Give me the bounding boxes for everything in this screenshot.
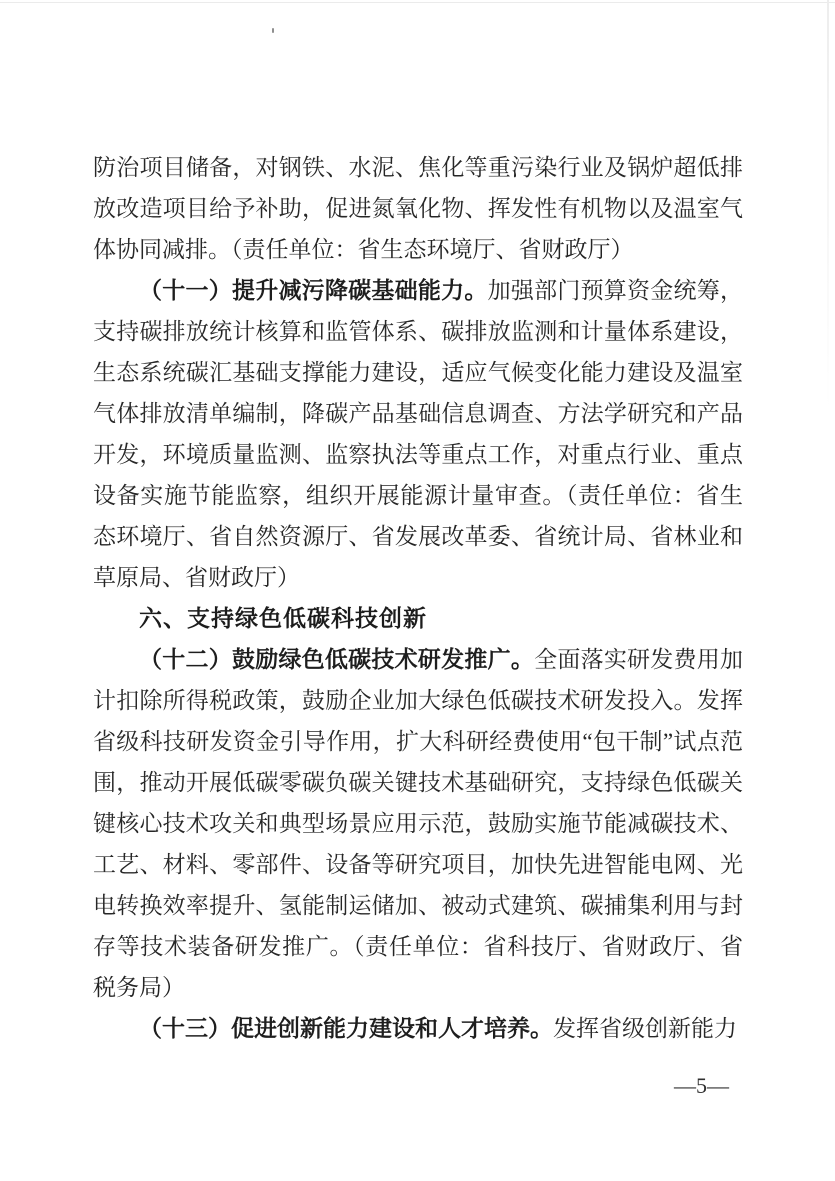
paragraph-item-13 <box>93 1008 743 1049</box>
section-heading-text: 六、支持绿色低碳科技创新 <box>139 605 427 631</box>
item-lead: （十二）鼓励绿色低碳技术研发推广。 <box>139 647 535 672</box>
responsibility-unit: （责任单位：省生态环境厅、省自然资源厅、省发展改革委、省统计局、省林业和草原局、省财政厅） <box>93 483 744 590</box>
body-text: 全面落实研发费用加计扣除所得税政策，鼓励企业加大绿色低碳技术研发投入。发挥省级科技研发资金引导作用，扩大科研经费使用“包干制”试点范围，推动开展低碳零碳负碳关键技术基础研究，支持绿色低碳关键核心技术攻关和典型场景应用示范，鼓励实施节能减碳技术、工艺、材料、零部件、设备等研究项目，加快先进智能电网、光电转换效率提升、氢能制运储加、被动式建筑、碳捕集利用与封存等技术装备研发推广。 <box>93 647 744 959</box>
scan-edge-shade-artifact <box>827 0 829 410</box>
body-text: 发挥省级创新能力 <box>553 1016 737 1041</box>
document-body <box>93 147 743 1049</box>
page-number: —5— <box>674 1073 729 1098</box>
paragraph-continuation <box>93 147 743 270</box>
item-lead: （十一）提升减污降碳基础能力。 <box>139 278 488 303</box>
body-text: 加强部门预算资金统筹，支持碳排放统计核算和监管体系、碳排放监测和计量体系建设，生态系统碳汇基础支撑能力建设，适应气候变化能力建设及温室气体排放清单编制，降碳产品基础信息调查、方法学研究和产品开发，环境质量监测、监察执法等重点工作，对重点行业、重点设备实施节能监察，组织开展能源计量审查。 <box>93 278 744 508</box>
item-lead: （十三）促进创新能力建设和人才培养。 <box>139 1016 553 1041</box>
body-text: 防治项目储备，对钢铁、水泥、焦化等重污染行业及锅炉超低排放改造项目给予补助，促进氮氧化物、挥发性有机物以及温室气体协同减排。 <box>93 155 743 262</box>
scan-edge-artifact <box>0 2 835 3</box>
responsibility-unit: （责任单位：省生态环境厅、省财政厅） <box>231 237 634 262</box>
paragraph-item-12 <box>93 639 743 1008</box>
scan-speck-artifact <box>272 28 274 33</box>
section-heading-6 <box>93 598 743 639</box>
paragraph-item-11 <box>93 270 743 598</box>
responsibility-unit: （责任单位：省科技厅、省财政厅、省税务局） <box>93 934 744 1000</box>
